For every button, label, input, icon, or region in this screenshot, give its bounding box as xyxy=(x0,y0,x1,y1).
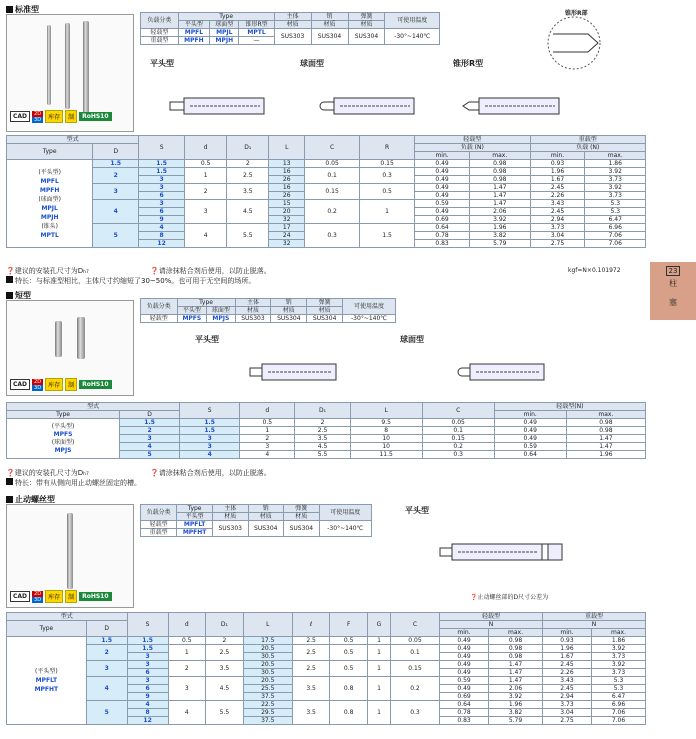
note-hole-2: ❓建议的安装孔尺寸为Dₕ₇ xyxy=(6,469,89,477)
table-row: (平头型) MPFS (球面型) MPJS 1.5 1.5 0.5 2 9.5 0.05 0.49 0.98 xyxy=(7,419,646,427)
table-row: 6 20 0.49 2.06 2.45 5.3 xyxy=(7,208,646,216)
rohs-badge: RoHS10 xyxy=(79,112,111,121)
badges-2 xyxy=(10,378,112,391)
table-row: 9 32 0.69 3.92 2.94 6.47 xyxy=(7,216,646,224)
taper-detail-drawing xyxy=(538,14,610,72)
side-tab-text: 柱 xyxy=(669,279,677,288)
badges-3 xyxy=(10,590,112,603)
made-badge: 制 xyxy=(65,590,77,603)
drawing-ball-short xyxy=(448,346,568,396)
table-row: 3 30.5 0.49 0.98 1.67 3.73 xyxy=(7,653,646,661)
cad-3d-badge: 3D xyxy=(34,116,42,123)
drawing-setscrew xyxy=(430,522,590,582)
taper-detail-label: 锥形R部 xyxy=(565,10,588,17)
note-adhesive-2: ❓请涂抹粘合剂后使用，以防止脱落。 xyxy=(150,469,271,477)
note-setscrew-tol: ❓止动螺丝部的D尺寸公差为 xyxy=(470,594,549,601)
note-adhesive: ❓请涂抹粘合剂后使用，以防止脱落。 xyxy=(150,267,271,275)
table-row: 3 3 2 3.5 10 0.15 0.49 1.47 xyxy=(7,435,646,443)
drawing-flat xyxy=(160,72,290,128)
table-row: 4 3 3 4.5 15 0.2 1 0.59 1.47 3.43 5.3 xyxy=(7,200,646,208)
table-row: 4 3 3 4.5 20.5 3.5 0.8 1 0.2 0.59 1.47 3.43 5.3 xyxy=(7,677,646,685)
kgf-note: kgf=N×0.101972 xyxy=(568,267,621,274)
pin-image xyxy=(55,321,62,357)
stock-badge: 库存 xyxy=(45,590,63,603)
pin-image xyxy=(67,513,73,589)
drawing-title-flat-short: 平头型 xyxy=(195,335,219,344)
type-table-short: 负载分类 Type 主体 销 弹簧 可使用温度 平头型 球面型 材质 材质 材质 轻载型 MPFS MPJS SUS303 SUS304 SUS304 -30°~140℃ xyxy=(140,298,396,323)
rohs-badge: RoHS10 xyxy=(79,592,111,601)
drawing-title-ball: 球面型 xyxy=(300,59,324,68)
drawing-title-ball-short: 球面型 xyxy=(400,335,424,344)
spec-table-setscrew: 型式 S d D₁ L ℓ F G C 轻载型 重载型 Type D N N min. max. min. max. (平头型) MPFLT MPFHT 1.5 1.5 0.5 2 17.5 2.5 0.5 1 0.05 0.49 0.98 0.93 1.86 2 1.5 1 2.5 20.5 2.5 0.5 1 0.1 0.49 0.98 1.96 3.92 3 30.5 0.49 0.98 1.67 3.73 3 3 2 3.5 20.5 2.5 0.5 1 0.15 0.49 1.47 2.45 3.92 6 30.5 0.49 1.47 2.26 3.73 4 3 3 4.5 20.5 3.5 0.8 1 0.2 0.59 1.47 3.43 5.3 6 25.5 0.49 2.06 2.45 5.3 9 37.5 0.69 3.92 2.94 6.47 5 4 4 5.5 22.5 3.5 0.8 1 0.3 0.64 1.96 3.73 6.96 8 29.5 0.78 3.82 3.04 7.06 12 37.5 0.83 5.79 2.75 7.06 xyxy=(6,612,646,725)
note-hole: ❓建议的安装孔尺寸为Dₕ₇ xyxy=(6,267,89,275)
drawing-ball xyxy=(310,72,440,128)
table-row: 2 1.5 1 2.5 20.5 2.5 0.5 1 0.1 0.49 0.98 1.96 3.92 xyxy=(7,645,646,653)
section-title-standard: 标准型 xyxy=(6,4,39,15)
type-table-standard: 负载分类 Type 主体 销 弹簧 可使用温度 平头型 球面型 锥形R型 材质 材质 材质 轻载型 MPFL MPJL MPTL SUS303 SUS304 SUS304 -30°~140℃ 重载型 MPFH MPJH — xyxy=(140,12,440,45)
table-row: 2 1.5 1 2.5 8 0.1 0.49 0.98 xyxy=(7,427,646,435)
spec-table-standard: 型式 S d D₁ L C R 轻载型 重载型 Type D 负载 (N) 负载 (N) min. max. min. max. (平头型) MPFL MPFH (球面型) MPJL MPJH (锥头) MPTL 1.5 1.5 0.5 2 13 0.05 0.15 0.49 0.98 0.93 1.86 2 1.5 1 2.5 16 0.1 0.3 0.49 0.98 1.96 3.92 3 26 0.49 0.98 1.67 3.73 3 3 2 3.5 16 0.15 0.5 0.49 1.47 2.45 3.92 6 26 0.49 1.47 2.26 3.73 4 3 3 4.5 15 0.2 1 0.59 1.47 3.43 5.3 6 20 0.49 2.06 2.45 5.3 9 32 0.69 3.92 2.94 6.47 5 4 4 5.5 17 0.3 1.5 0.64 1.96 3.73 6.96 8 24 0.78 3.82 3.04 7.06 12 32 0.83 5.79 2.75 7.06 xyxy=(6,135,646,248)
table-row: 3 26 0.49 0.98 1.67 3.73 xyxy=(7,176,646,184)
table-row: 12 32 0.83 5.79 2.75 7.06 xyxy=(7,240,646,248)
drawing-title-setscrew: 平头型 xyxy=(405,506,429,515)
cad-3d-badge: 3D xyxy=(34,596,42,603)
side-tab[interactable] xyxy=(650,262,696,320)
table-row: (平头型) MPFL MPFH (球面型) MPJL MPJH (锥头) MPTL 1.5 1.5 0.5 2 13 0.05 0.15 0.49 0.98 0.93 1.86 xyxy=(7,160,646,168)
cad-badge: CAD xyxy=(10,379,30,390)
type-table-setscrew: 负载分类 Type 主体 销 弹簧 可使用温度 平头型 材质 材质 材质 轻载型 MPFLT SUS303 SUS304 SUS304 -30°~140℃ 重载型 MPFHT xyxy=(140,504,372,537)
table-row: (平头型) MPFLT MPFHT 1.5 1.5 0.5 2 17.5 2.5 0.5 1 0.05 0.49 0.98 0.93 1.86 xyxy=(7,637,646,645)
table-row: 8 29.5 0.78 3.82 3.04 7.06 xyxy=(7,709,646,717)
spec-table-short: 型式 S d D₁ L C 轻载型(N) Type D min. max. (平头型) MPFS (球面型) MPJS 1.5 1.5 0.5 2 9.5 0.05 0.49 0.98 2 1.5 1 2.5 8 0.1 0.49 0.98 3 3 2 3.5 10 0.15 0.49 1.47 4 3 3 4.5 10 0.2 0.59 1.47 5 4 4 5.5 11.5 0.3 0.64 1.96 xyxy=(6,402,646,459)
pin-image xyxy=(65,23,70,109)
table-row: 3 3 2 3.5 20.5 2.5 0.5 1 0.15 0.49 1.47 2.45 3.92 xyxy=(7,661,646,669)
pin-image xyxy=(83,21,89,113)
section-title-short: 短型 xyxy=(6,290,31,301)
feature-setscrew: 特长：带有从侧向用止动螺丝固定的槽。 xyxy=(6,478,141,488)
cad-2d-badge: 2D xyxy=(34,590,42,597)
rohs-badge: RoHS10 xyxy=(79,380,111,389)
cad-3d-badge: 3D xyxy=(34,384,42,391)
table-row: 6 26 0.49 1.47 2.26 3.73 xyxy=(7,192,646,200)
drawing-flat-short xyxy=(240,346,360,396)
table-row: 2 1.5 1 2.5 16 0.1 0.3 0.49 0.98 1.96 3.92 xyxy=(7,168,646,176)
table-row: 4 3 3 4.5 10 0.2 0.59 1.47 xyxy=(7,443,646,451)
table-row: 9 37.5 0.69 3.92 2.94 6.47 xyxy=(7,693,646,701)
pin-image xyxy=(47,25,51,105)
table-row: 12 37.5 0.83 5.79 2.75 7.06 xyxy=(7,717,646,725)
stock-badge: 库存 xyxy=(45,110,63,123)
table-row: 3 3 2 3.5 16 0.15 0.5 0.49 1.47 2.45 3.92 xyxy=(7,184,646,192)
section-title-setscrew: 止动螺丝型 xyxy=(6,494,55,505)
drawing-title-taper: 锥形R型 xyxy=(453,59,484,68)
cad-2d-badge: 2D xyxy=(34,378,42,385)
cad-2d-badge: 2D xyxy=(34,110,42,117)
drawing-title-flat: 平头型 xyxy=(150,59,174,68)
table-row: 6 30.5 0.49 1.47 2.26 3.73 xyxy=(7,669,646,677)
cad-badge: CAD xyxy=(10,111,30,122)
badges-1 xyxy=(10,110,112,123)
table-row: 5 4 4 5.5 11.5 0.3 0.64 1.96 xyxy=(7,451,646,459)
side-tab-text: 塞 xyxy=(669,298,677,307)
side-tab-num: 23 xyxy=(666,266,681,276)
made-badge: 制 xyxy=(65,378,77,391)
cad-badge: CAD xyxy=(10,591,30,602)
table-row: 6 25.5 0.49 2.06 2.45 5.3 xyxy=(7,685,646,693)
made-badge: 制 xyxy=(65,110,77,123)
table-row: 8 24 0.78 3.82 3.04 7.06 xyxy=(7,232,646,240)
table-row: 5 4 4 5.5 22.5 3.5 0.8 1 0.3 0.64 1.96 3.73 6.96 xyxy=(7,701,646,709)
feature-short: 特长：与标准型相比，主体尺寸约缩短了30~50%。也可用于无空间的场所。 xyxy=(6,276,255,286)
table-row: 5 4 4 5.5 17 0.3 1.5 0.64 1.96 3.73 6.96 xyxy=(7,224,646,232)
stock-badge: 库存 xyxy=(45,378,63,391)
pin-image xyxy=(77,317,85,359)
drawing-taper xyxy=(455,72,585,128)
